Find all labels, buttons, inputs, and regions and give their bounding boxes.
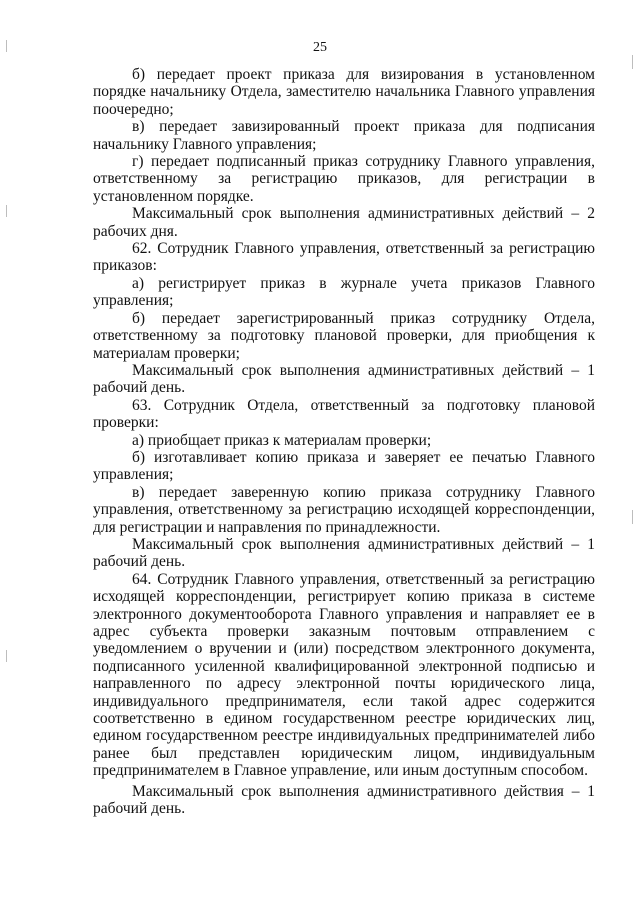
paragraph: 64. Сотрудник Главного управления, ответственный за регистрацию исходящей корреспонденции, регистрирует копию приказа в системе электронного документооборота Главного управления и направляет ее в адрес субъекта проверки заказным почтовым отправлением с уведомлением о вручении и (или) посредством электронного документа, подписанного усиленной квалифицированной электронной подписью и направленного по адресу электронной почты юридического лица, индивидуального предпринимателя, если такой адрес содержится соответственно в едином государственном реестре юридических лиц, едином государственном реестре индивидуальных предпринимателей либо ранее был представлен юридическим лицом, индивидуальным предпринимателем в Главное управление, или иным доступным способом. bbox=[93, 570, 595, 780]
paragraph: а) регистрирует приказ в журнале учета приказов Главного управления; bbox=[93, 274, 595, 310]
paragraph: б) изготавливает копию приказа и заверяет ее печатью Главного управления; bbox=[93, 448, 595, 484]
scan-margin-mark bbox=[632, 510, 633, 524]
scan-margin-mark bbox=[6, 205, 7, 217]
paragraph: Максимальный срок выполнения административных действий – 1 рабочий день. bbox=[93, 535, 595, 571]
paragraph: Максимальный срок выполнения административных действий – 1 рабочий день. bbox=[93, 361, 595, 397]
document-body bbox=[93, 66, 595, 817]
paragraph: Максимальный срок выполнения административного действия – 1 рабочий день. bbox=[93, 782, 595, 818]
paragraph: Максимальный срок выполнения административных действий – 2 рабочих дня. bbox=[93, 205, 595, 240]
paragraph: б) передает зарегистрированный приказ сотруднику Отдела, ответственному за подготовку плановой проверки, для приобщения к материалам проверки; bbox=[93, 309, 595, 362]
paragraph: а) приобщает приказ к материалам проверки; bbox=[132, 431, 432, 449]
page-number: 25 bbox=[313, 40, 327, 55]
paragraph: в) передает завизированный проект приказа для подписания начальнику Главного управления; bbox=[93, 118, 595, 153]
paragraph: в) передает заверенную копию приказа сотруднику Главного управления, ответственному за регистрацию исходящей корреспонденции, для регистрации и направления по принадлежности. bbox=[93, 483, 595, 536]
scan-margin-mark bbox=[6, 650, 7, 662]
paragraph: б) передает проект приказа для визирования в установленном порядке начальнику Отдела, заместителю начальника Главного управления поочередно; bbox=[93, 66, 595, 118]
scan-margin-mark bbox=[632, 55, 633, 69]
paragraph: г) передает подписанный приказ сотруднику Главного управления, ответственному за регистрацию приказов, для регистрации в установленном порядке. bbox=[93, 153, 595, 205]
paragraph: 62. Сотрудник Главного управления, ответственный за регистрацию приказов: bbox=[93, 240, 595, 275]
paragraph: 63. Сотрудник Отдела, ответственный за подготовку плановой проверки: bbox=[93, 396, 595, 432]
